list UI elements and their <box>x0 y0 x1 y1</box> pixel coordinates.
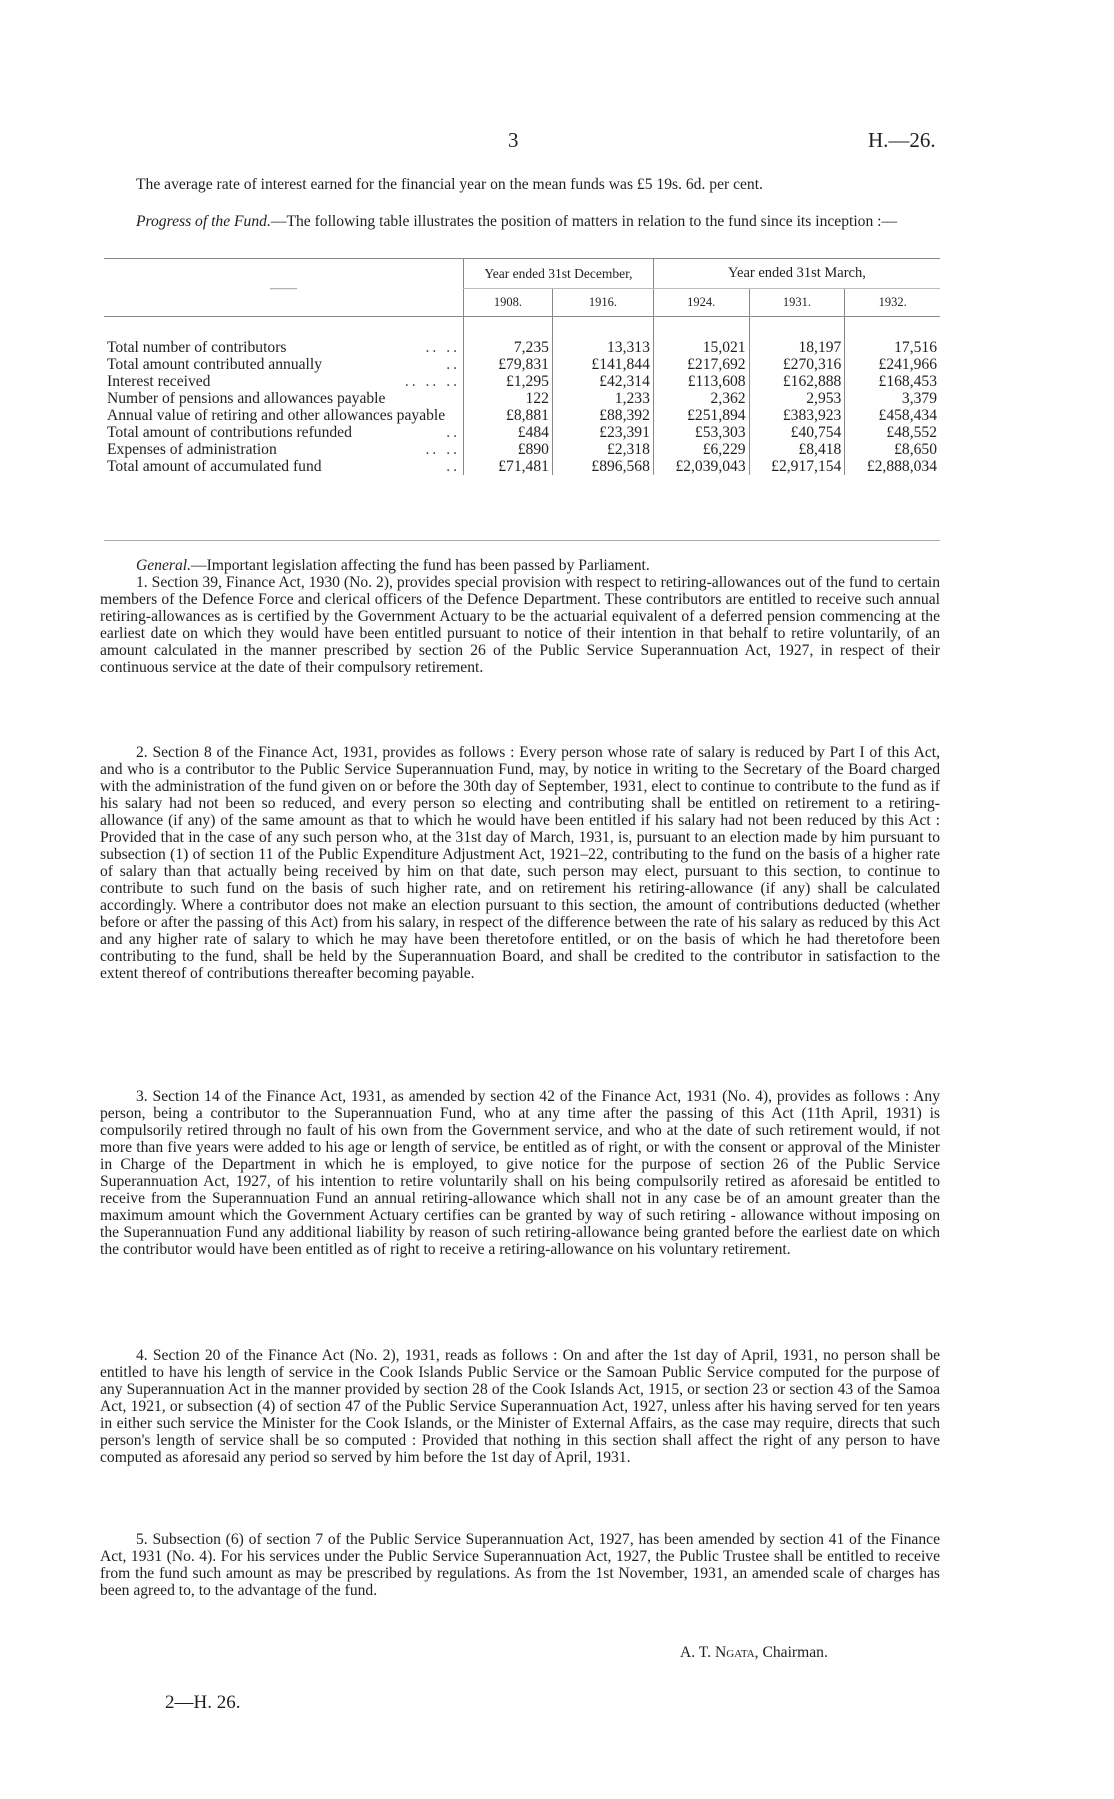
row-leader: .. <box>446 424 460 441</box>
table-cell: 17,516 <box>845 339 940 356</box>
progress-text: —The following table illustrates the position of matters in relation to the fund since its inception :— <box>270 213 898 230</box>
table-cell: £113,608 <box>653 373 749 390</box>
year-header: 1908. <box>464 289 553 317</box>
fund-progress-table <box>104 258 940 475</box>
row-label: Total amount of contributions refunded <box>107 424 352 441</box>
signature-surname: Ngata <box>714 1644 755 1661</box>
table-group-header: Year ended 31st December, <box>464 259 654 289</box>
row-leader: .. .. .. <box>404 373 460 390</box>
general-item-3: 3. Section 14 of the Finance Act, 1931, as amended by section 42 of the Finance Act, 1931 (No. 4), provides as follows : Any person, being a contributor to the Superannuation Fund, who at any time after the passing of this Act (11th April, 1931) is compulsorily retired through no fault of his own from the Government service, and who at the date of such retirement would, if not more than five years were added to his age or length of service, be entitled as of right, or with the consent or approval of the Minister in Charge of the Department in which he is employed, to give notice for the purpose of section 26 of the Public Service Superannuation Act, 1927, of his intention to retire voluntarily shall on his being compulsorily retired as aforesaid be entitled to receive from the Superannuation Fund an annual retiring-allowance which shall not in any case be of an amount greater than the maximum amount which the Government Actuary certifies can be granted by way of such retiring - allowance without imposing on the Superannuation Fund any additional liability by reason of such retiring-allowance being granted before the earliest date on which the contributor would have been entitled as of right to receive a retiring-allowance on his voluntary retirement. <box>100 1088 940 1258</box>
table-cell: £217,692 <box>653 356 749 373</box>
table-row <box>104 407 940 424</box>
general-item-5: 5. Subsection (6) of section 7 of the Public Service Superannuation Act, 1927, has been amended by section 41 of the Finance Act, 1931 (No. 4). For his services under the Public Service Superannuation Act, 1927, the Public Trustee shall be entitled to receive from the fund such amount as may be prescribed by regulations. As from the 1st November, 1931, an amended scale of charges has been agreed to, to the advantage of the fund. <box>100 1531 940 1599</box>
table-cell: 15,021 <box>653 339 749 356</box>
table-cell: £2,039,043 <box>653 458 749 475</box>
document-reference: H.—26. <box>868 128 936 152</box>
progress-heading: Progress of the Fund. <box>136 213 271 230</box>
general-intro: —Important legislation affecting the fund has been passed by Parliament. <box>191 557 650 574</box>
general-item-4: 4. Section 20 of the Finance Act (No. 2), 1931, reads as follows : On and after the 1st day of April, 1931, no person shall be entitled to have his length of service in the Cook Islands Public Service or the Samoan Public Service computed for the purpose of any Superannuation Act in the manner provided by section 28 of the Cook Islands Act, 1915, or section 23 or section 43 of the Samoa Act, 1921, or subsection (4) of section 47 of the Public Service Superannuation Act, 1927, unless after his having served for ten years in either such service the Minister for the Cook Islands, or the Minister of External Affairs, as the case may require, directs that such person's length of service shall be so computed : Provided that nothing in this section shall affect the right of any person to have computed as aforesaid any period so served by him before the 1st day of April, 1931. <box>100 1347 940 1466</box>
table-cell: 7,235 <box>464 339 553 356</box>
table-cell: £241,966 <box>845 356 940 373</box>
table-cell: £383,923 <box>749 407 845 424</box>
table-cell: £48,552 <box>845 424 940 441</box>
table-cell: £2,888,034 <box>845 458 940 475</box>
signature-title: , Chairman. <box>754 1644 828 1661</box>
table-cell: £6,229 <box>653 441 749 458</box>
table-cell: £88,392 <box>552 407 653 424</box>
table-row <box>104 458 940 475</box>
table-cell: £71,481 <box>464 458 553 475</box>
table-cell: £42,314 <box>552 373 653 390</box>
table-cell: 2,953 <box>749 390 845 407</box>
table-cell: £896,568 <box>552 458 653 475</box>
table-group-header: Year ended 31st March, <box>653 259 940 289</box>
row-label: Expenses of administration <box>107 441 277 458</box>
table-cell: £2,318 <box>552 441 653 458</box>
table-cell: £8,418 <box>749 441 845 458</box>
table-cell: £8,650 <box>845 441 940 458</box>
page-number: 3 <box>508 128 519 152</box>
table-cell: £53,303 <box>653 424 749 441</box>
table-cell: £890 <box>464 441 553 458</box>
interest-paragraph: The average rate of interest earned for the financial year on the mean funds was £5 19s. 6d. per cent. <box>136 176 763 193</box>
row-label: Interest received <box>107 373 211 390</box>
row-label: Total number of contributors <box>107 339 287 356</box>
table-cell: 13,313 <box>552 339 653 356</box>
row-leader: .. <box>446 458 460 475</box>
table-cell: £162,888 <box>749 373 845 390</box>
table-cell: £2,917,154 <box>749 458 845 475</box>
general-paragraph <box>100 557 940 574</box>
table-cell: £141,844 <box>552 356 653 373</box>
row-label: Number of pensions and allowances payable <box>107 390 386 407</box>
table-cell: £8,881 <box>464 407 553 424</box>
table-bottom-rule <box>104 540 940 541</box>
printer-signature-mark: 2—H. 26. <box>165 1692 241 1713</box>
table-cell: 122 <box>464 390 553 407</box>
table-cell: £79,831 <box>464 356 553 373</box>
row-label: Total amount of accumulated fund <box>107 458 322 475</box>
row-label: Annual value of retiring and other allowances payable <box>107 407 446 424</box>
general-heading: General. <box>136 557 191 574</box>
table-cell: £23,391 <box>552 424 653 441</box>
general-item-2: 2. Section 8 of the Finance Act, 1931, provides as follows : Every person whose rate of salary is reduced by Part I of this Act, and who is a contributor to the Public Service Superannuation Fund, may, by notice in writing to the Secretary of the Board charged with the administration of the fund given on or before the 30th day of September, 1931, elect to continue to contribute to the fund as if his salary had not been so reduced, and every person so electing and contributing shall be entitled on retirement to a retiring-allowance (if any) of the same amount as that to which he would have been entitled if his salary had not been reduced by this Act : Provided that in the case of any such person who, at the 31st day of March, 1931, is, pursuant to an election made by him pursuant to subsection (1) of section 11 of the Public Expenditure Adjustment Act, 1921–22, contributing to the fund on the basis of a higher rate of salary than that actually being received by him on that date, such person may elect, pursuant to this section, to continue to contribute to such fund on the basis of such higher rate, and on retirement his retiring-allowance (if any) shall be calculated accordingly. Where a contributor does not make an election pursuant to this section, the amount of contributions deducted (whether before or after the passing of this Act) from his salary, in respect of the difference between the rate of his salary as reduced by this Act and any higher rate of salary to which he may have been theretofore entitled, or on the basis of which he had theretofore been contributing to the fund, shall be held by the Superannuation Board, and shall be credited to the contributor in satisfaction to the extent thereof of contributions thereafter becoming payable. <box>100 744 940 982</box>
table-cell: 3,379 <box>845 390 940 407</box>
table-cell: £40,754 <box>749 424 845 441</box>
year-header: 1931. <box>749 289 845 317</box>
table-row <box>104 356 940 373</box>
row-leader: .. .. <box>425 441 460 458</box>
table-row <box>104 373 940 390</box>
row-leader: .. <box>446 356 460 373</box>
table-cell: £168,453 <box>845 373 940 390</box>
year-header: 1924. <box>653 289 749 317</box>
table-cell: £484 <box>464 424 553 441</box>
table-row <box>104 339 940 356</box>
signature-initials: A. T. <box>680 1644 715 1661</box>
year-header: 1932. <box>845 289 940 317</box>
table-cell: £458,434 <box>845 407 940 424</box>
row-label: Total amount contributed annually <box>107 356 322 373</box>
chairman-signature <box>680 1644 828 1662</box>
table-row <box>104 390 940 407</box>
progress-paragraph <box>100 213 940 230</box>
table-row <box>104 441 940 458</box>
year-header: 1916. <box>552 289 653 317</box>
table-cell: £251,894 <box>653 407 749 424</box>
table-stub-header <box>104 259 464 317</box>
table-row <box>104 424 940 441</box>
table-cell: £1,295 <box>464 373 553 390</box>
table-cell: 18,197 <box>749 339 845 356</box>
table-cell: 2,362 <box>653 390 749 407</box>
row-leader: .. .. <box>425 339 460 356</box>
general-item-1: 1. Section 39, Finance Act, 1930 (No. 2), provides special provision with respect to retiring-allowances out of the fund to certain members of the Defence Force and clerical officers of the Defence Department. These contributors are entitled to receive such annual retiring-allowances as is certified by the Government Actuary to be the actuarial equivalent of a deferred pension commencing at the earliest date on which they would have been entitled pursuant to notice of their intention in that behalf to retire voluntarily, of an amount calculated in the manner prescribed by section 26 of the Public Service Superannuation Act, 1927, in respect of their continuous service at the date of their compulsory retirement. <box>100 574 940 676</box>
table-cell: £270,316 <box>749 356 845 373</box>
table-cell: 1,233 <box>552 390 653 407</box>
